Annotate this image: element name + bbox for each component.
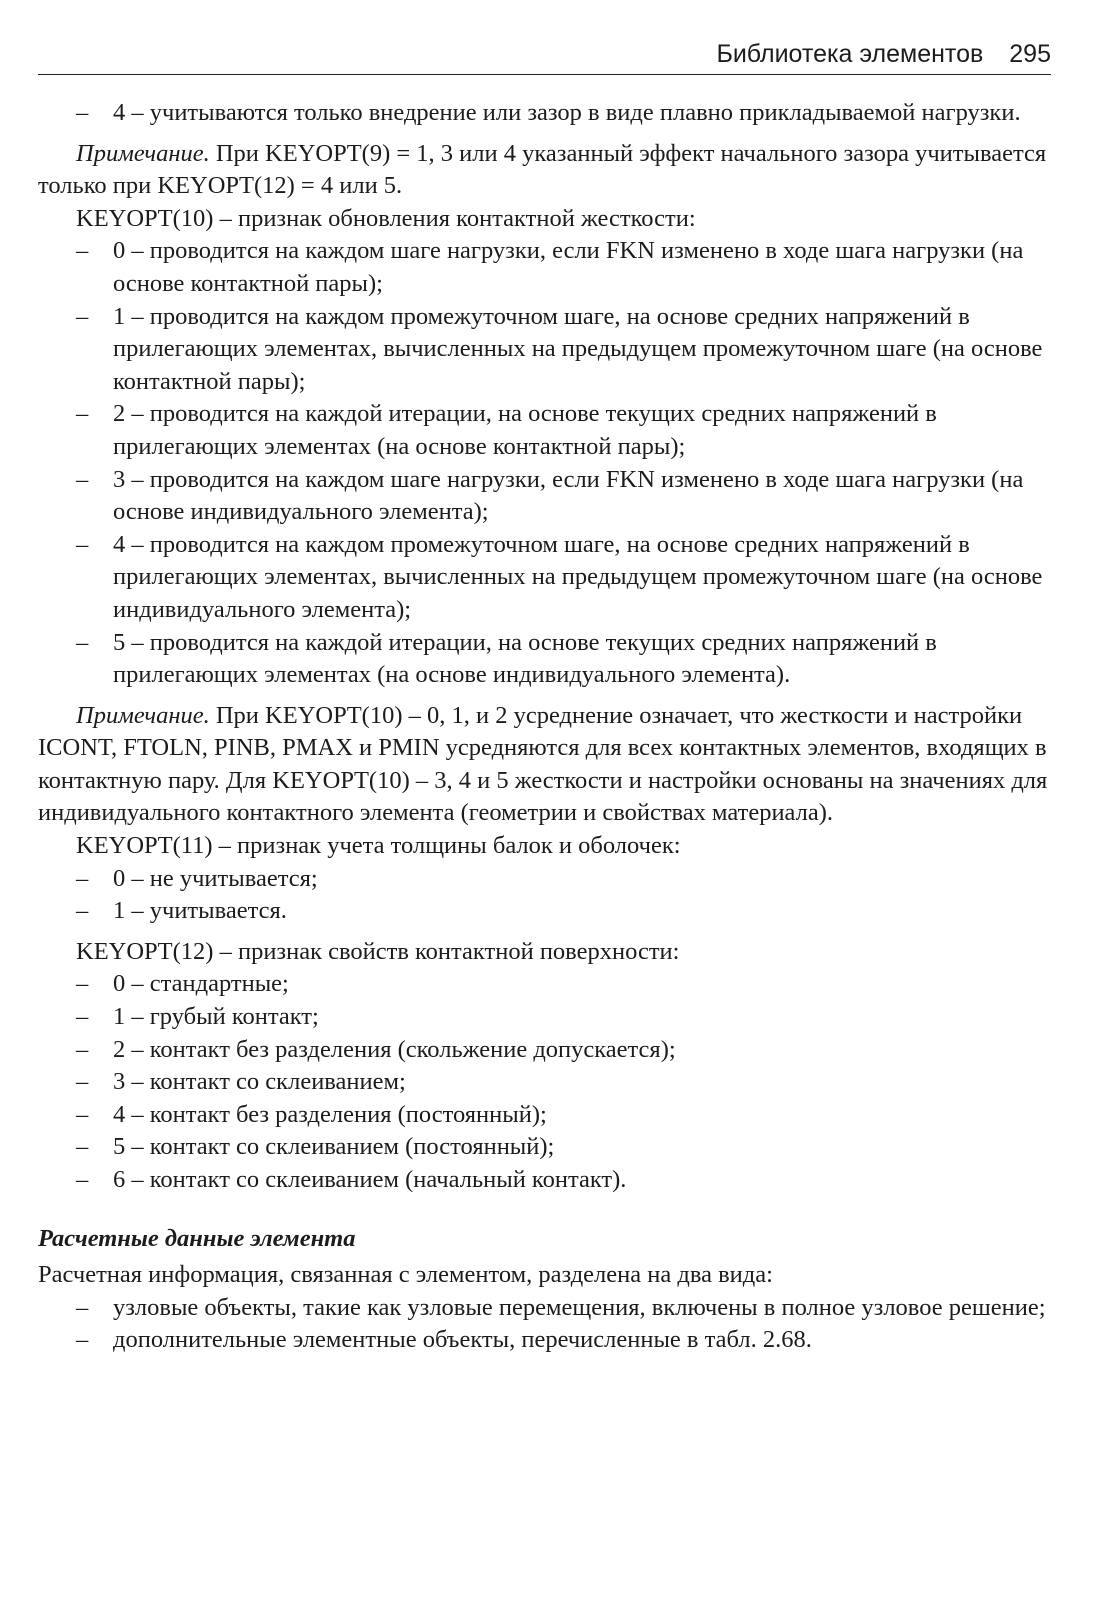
note-paragraph-2 <box>38 700 1051 830</box>
list-item: – 4 – учитываются только внедрение или зазор в виде плавно прикладываемой нагрузки. <box>38 97 1051 130</box>
list-item: – 2 – контакт без разделения (скольжение допускается); <box>38 1034 1051 1067</box>
keyopt10-title: KEYOPT(10) – признак обновления контактной жесткости: <box>76 204 696 232</box>
note-text: При KEYOPT(9) = 1, 3 или 4 указанный эффект начального зазора учитывается только при KEYOPT(12) = 4 или 5. <box>38 139 1047 200</box>
header-title: Библиотека элементов <box>716 40 984 68</box>
list-item: – 3 – проводится на каждом шаге нагрузки, если FKN изменено в ходе шага нагрузки (на основе индивидуального элемента); <box>38 464 1051 529</box>
keyopt12-list <box>38 968 1051 1196</box>
page-number: 295 <box>1009 40 1051 68</box>
section-heading: Расчетные данные элемента <box>38 1224 356 1252</box>
note-label: Примечание. <box>76 139 210 167</box>
note-text: При KEYOPT(10) – 0, 1, и 2 усреднение означает, что жесткости и настройки ICONT, FTOLN, PINB, PMAX и PMIN усредняются для всех контактных элементов, входящих в контактную пару. Для KEYOPT(10) – 3, 4 и 5 жесткости и настройки основаны на значениях для индивидуального контактного элемента (геометрии и свойствах материала). <box>38 701 1048 827</box>
list-item: – узловые объекты, такие как узловые перемещения, включены в полное узловое решение; <box>38 1292 1051 1325</box>
list-item: – 0 – стандартные; <box>38 968 1051 1001</box>
list-item: – 3 – контакт со склеиванием; <box>38 1066 1051 1099</box>
note-label: Примечание. <box>76 701 210 729</box>
keyopt10-list <box>38 235 1051 691</box>
list-item: – 0 – не учитывается; <box>38 863 1051 896</box>
list-item: – 6 – контакт со склеиванием (начальный контакт). <box>38 1164 1051 1197</box>
list-item: – 1 – проводится на каждом промежуточном шаге, на основе средних напряжений в прилегающих элементах, вычисленных на предыдущем промежуточном шаге (на основе контактной пары); <box>38 301 1051 399</box>
keyopt12-title: KEYOPT(12) – признак свойств контактной поверхности: <box>76 937 680 965</box>
list-item: – 5 – проводится на каждой итерации, на основе текущих средних напряжений в прилегающих элементах (на основе индивидуального элемента). <box>38 627 1051 692</box>
section-list <box>38 1292 1051 1357</box>
list-item: – 5 – контакт со склеиванием (постоянный); <box>38 1131 1051 1164</box>
list-item: – 1 – грубый контакт; <box>38 1001 1051 1034</box>
keyopt11-title: KEYOPT(11) – признак учета толщины балок и оболочек: <box>76 832 681 860</box>
list-item: – 0 – проводится на каждом шаге нагрузки, если FKN изменено в ходе шага нагрузки (на основе контактной пары); <box>38 235 1051 300</box>
section-intro: Расчетная информация, связанная с элементом, разделена на два вида: <box>38 1261 773 1289</box>
list-item: – 1 – учитывается. <box>38 895 1051 928</box>
intro-list <box>38 97 1051 130</box>
list-item: – 4 – контакт без разделения (постоянный); <box>38 1099 1051 1132</box>
running-header <box>38 38 1051 75</box>
list-item: – дополнительные элементные объекты, перечисленные в табл. 2.68. <box>38 1324 1051 1357</box>
note-paragraph-1 <box>38 138 1051 203</box>
list-item: – 4 – проводится на каждом промежуточном шаге, на основе средних напряжений в прилегающих элементах, вычисленных на предыдущем промежуточном шаге (на основе индивидуального элемента); <box>38 529 1051 627</box>
keyopt11-list <box>38 863 1051 928</box>
list-item: – 2 – проводится на каждой итерации, на основе текущих средних напряжений в прилегающих элементах (на основе контактной пары); <box>38 398 1051 463</box>
